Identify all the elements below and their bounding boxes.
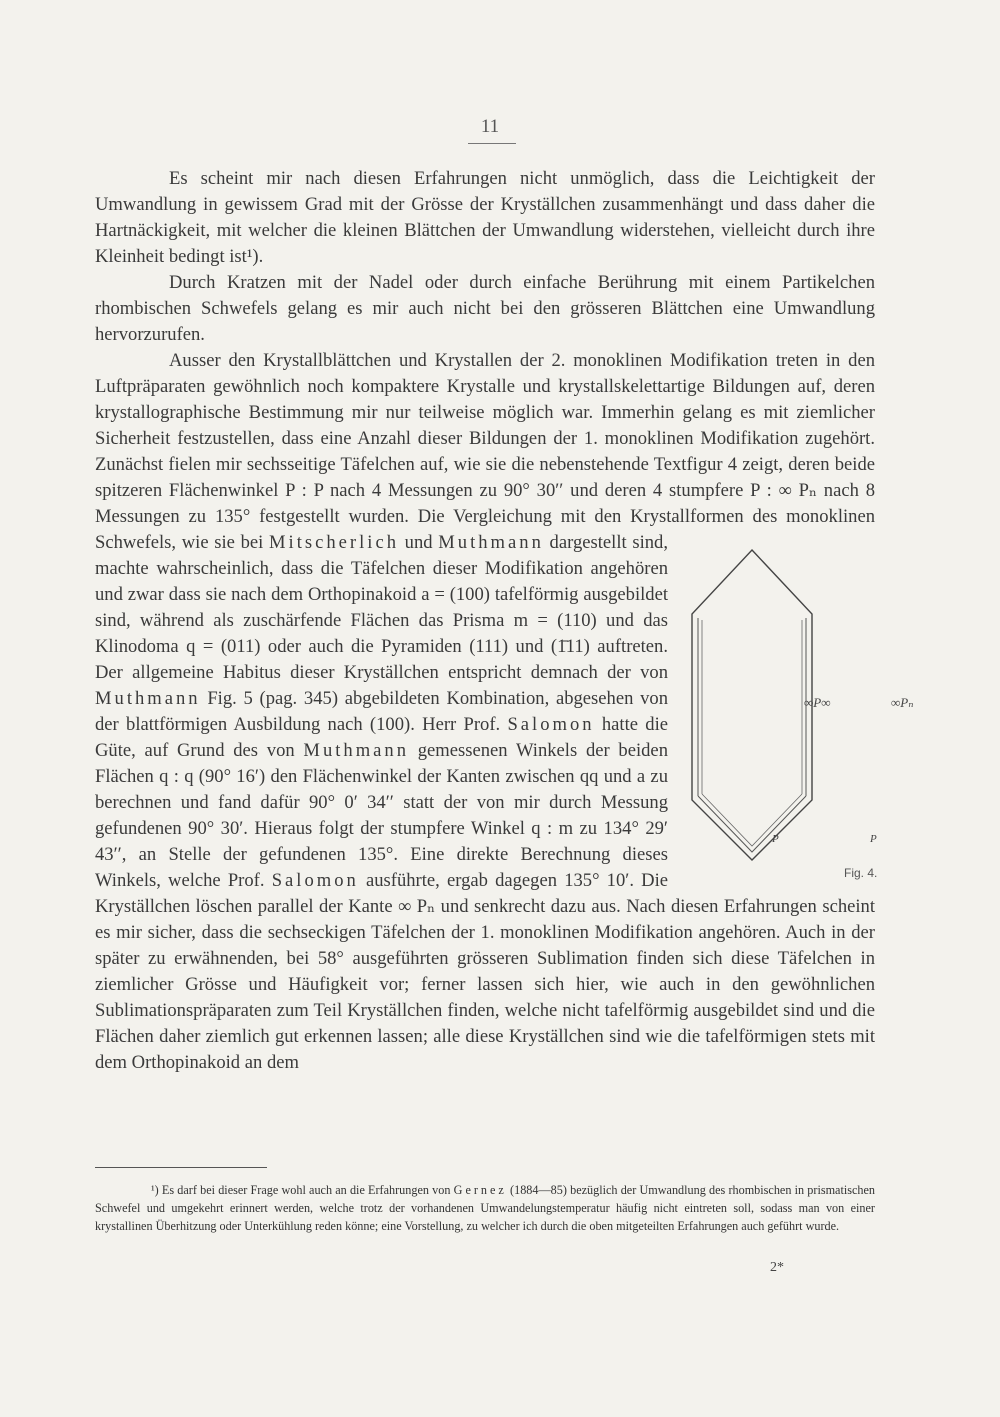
footnote-text-part: ¹) Es darf bei dieser Frage wohl auch an die Erfahrungen von	[151, 1183, 454, 1197]
author-name-muthmann: Muthmann	[303, 740, 410, 761]
header-rule	[468, 143, 516, 144]
paragraph-3-text: Fig. 5 (pag. 345) abgebildeten Kombination, abgesehen von der blattförmigen Ausbildung nach (100). Herr Prof.	[95, 688, 668, 735]
paragraph-3-text: dargestellt sind, machte wahrscheinlich, dass die Täfelchen dieser Modifikation angehören und zwar dass sie nach dem Orthopinakoid a = (100) tafelförmig ausgebildet sind, während als zuschärfende Flächen das Prisma m = (110) und das Klinodoma q = (011) oder auch die Pyramiden (111) und (1̄11) auftreten. Der allgemeine Habitus dieser Kryställchen entspricht demnach der von	[95, 532, 668, 683]
footnote-text	[95, 1181, 875, 1235]
figure-label-p-left: P	[772, 833, 779, 845]
paragraph-3-text: und	[399, 532, 439, 553]
printer-signature: 2*	[770, 1260, 784, 1275]
paragraph-3-text: hatte die Güte, auf Grund des von	[95, 714, 668, 761]
figure-label-side: ∞Pₙ	[891, 695, 914, 710]
crystal-figure	[680, 542, 914, 882]
author-name-gernez: Gernez	[453, 1183, 507, 1197]
author-name-salomon: Salomon	[507, 714, 595, 735]
footnote-text-part: (1884—85) bezüglich der Umwandlung des rhombischen in prismatischen Schwefel und umgekehrt erinnert werden, welche trotz der vorhandenen Umwandelungstemperatur häufig nicht eintreten soll, sodass man von einer krystallinen Überhitzung oder Unterkühlung reden könne; eine Vorstellung, zu welcher ich durch die oben mitgeteilten Erfahrungen auch geführt wurde.	[95, 1183, 875, 1233]
body-text	[95, 166, 914, 1076]
paragraph-3-text: ausführte, ergab dagegen 135° 10′. Die Kryställchen löschen parallel der Kante ∞ Pₙ und senkrecht dazu aus. Nach diesen Erfahrungen scheint es mir sicher, dass die sechseckigen Täfelchen der 1. monoklinen Modifikation angehören. Auch in der später zu erwähnenden, bei 58° ausgeführten grösseren Sublimation finden sich diese Täfelchen in ziemlicher Grösse und Häufigkeit vor; ferner lassen sich hier, wie auch in den gewöhnlichen Sublimationspräparaten zum Teil Kryställchen finden, welche nicht tafelförmig ausgebildet sind und die Flächen daher ziemlich gut erkennen lassen; alle diese Kryställchen sind wie die tafelförmigen stets mit dem Orthopinakoid an dem	[95, 870, 875, 1073]
footnote-rule	[95, 1167, 267, 1168]
figure-label-center: ∞P∞	[804, 695, 831, 710]
author-name-salomon: Salomon	[271, 870, 359, 891]
paragraph-1: Es scheint mir nach diesen Erfahrungen nicht unmöglich, dass die Leichtigkeit der Umwandlung in gewissem Grad mit der Grösse der Kryställchen zusammenhängt und dass daher die Hartnäckigkeit, mit welcher die kleinen Blättchen der Umwandlung widerstehen, vielleicht durch ihre Kleinheit bedingt ist¹).	[95, 168, 875, 267]
footnote	[95, 1181, 875, 1235]
paragraph-3-text: Ausser den Krystallblättchen und Krystallen der 2. monoklinen Modifikation treten in den Luftpräparaten gewöhnlich noch kompaktere Krystalle und krystallskelettartige Bildungen auf, deren krystallographische Bestimmung mir nur teilweise möglich war. Immerhin gelang es mit ziemlicher Sicherheit festzustellen, dass eine Anzahl dieser Bildungen der 1. monoklinen Modifikation zugehört. Zunächst fielen mir sechsseitige Täfelchen auf, wie sie die nebenstehende Textfigur 4 zeigt, deren beide spitzeren Flächenwinkel P : P nach 4 Messungen zu 90° 30′′ und deren 4 stumpfere P : ∞ Pₙ nach 8 Messungen zu 135° festgestellt wurden. Die Vergleichung mit den Krystallformen des monoklinen Schwefels, wie sie bei	[95, 350, 875, 553]
author-name-mitscherlich: Mitscherlich	[269, 532, 399, 553]
figure-caption: Fig. 4.	[844, 866, 878, 880]
paragraph-3-text: gemessenen Winkels der beiden Flächen q : q (90° 16′) den Flächenwinkel der Kanten zwischen qq und a zu berechnen und fand dafür 90° 0′ 34′′ statt der von mir durch Messung gefundenen 90° 30′. Hieraus folgt der stumpfere Winkel q : m zu 134° 29′ 43′′, an Stelle der gefundenen 135°. Eine direkte Berechnung dieses Winkels, welche Prof.	[95, 740, 668, 891]
paragraph-3	[95, 348, 914, 1076]
figure-label-p-right: P	[870, 833, 877, 845]
page-number: 11	[480, 116, 500, 137]
paragraph-2: Durch Kratzen mit der Nadel oder durch einfache Berührung mit einem Partikelchen rhombischen Schwefels gelang es mir auch nicht bei den grösseren Blättchen eine Umwandlung hervorzurufen.	[95, 272, 875, 345]
author-name-muthmann: Muthmann	[438, 532, 544, 553]
author-name-muthmann: Muthmann	[95, 688, 201, 709]
